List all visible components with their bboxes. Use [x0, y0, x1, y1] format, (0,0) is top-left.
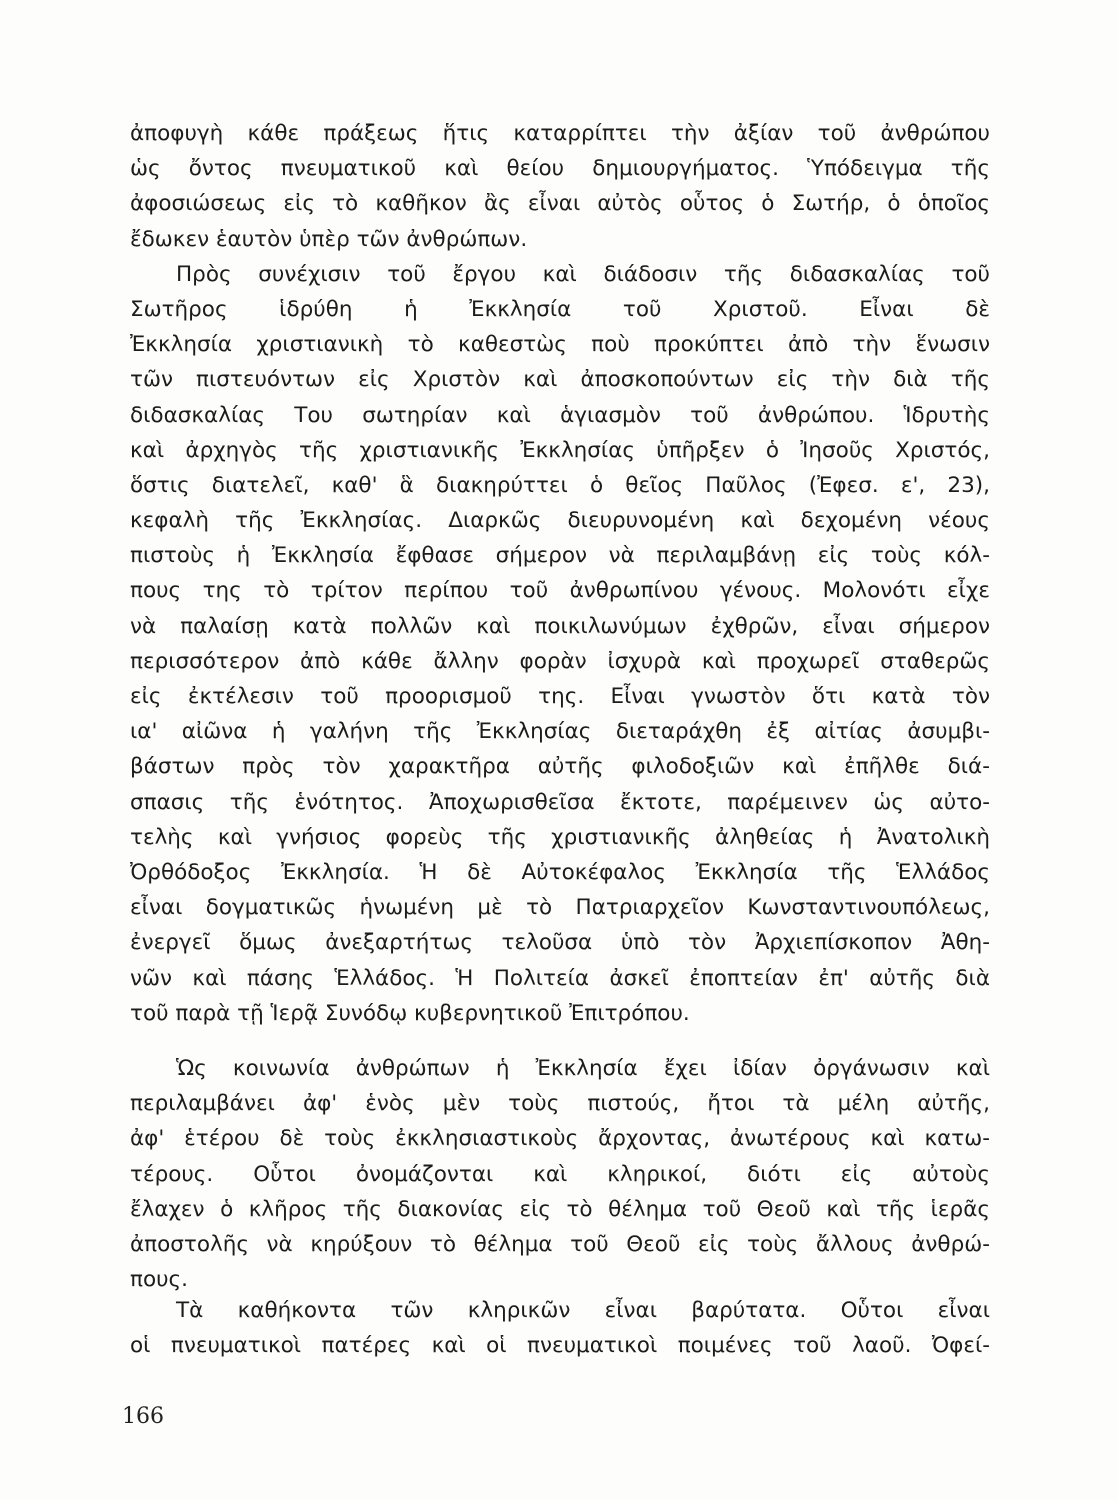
- text-line: Σωτῆρος ἱδρύθη ἡ Ἐκκλησία τοῦ Χριστοῦ. Εἶναι δὲ: [130, 296, 990, 322]
- paragraph-group-2: [130, 1051, 990, 1297]
- text-line: ἔδωκεν ἑαυτὸν ὑπὲρ τῶν ἀνθρώπων.: [130, 226, 528, 252]
- paragraph-group-3: [130, 1293, 990, 1363]
- text-line: τῶν πιστευόντων εἰς Χριστὸν καὶ ἀποσκοπούντων εἰς τὴν διὰ τῆς: [130, 367, 990, 393]
- text-line: ὅστις διατελεῖ, καθ' ἃ διακηρύττει ὁ θεῖος Παῦλος (Ἐφεσ. ε', 23),: [130, 472, 990, 498]
- text-line: πους της τὸ τρίτον περίπου τοῦ ἀνθρωπίνου γένους. Μολονότι εἶχε: [130, 578, 990, 604]
- text-line: ἔλαχεν ὁ κλῆρος τῆς διακονίας εἰς τὸ θέλημα τοῦ Θεοῦ καὶ τῆς ἱερᾶς: [130, 1196, 990, 1222]
- text-line: εἰς ἐκτέλεσιν τοῦ προορισμοῦ της. Εἶναι γνωστὸν ὅτι κατὰ τὸν: [130, 684, 990, 709]
- text-line: τελὴς καὶ γνήσιος φορεὺς τῆς χριστιανικῆς ἀληθείας ἡ Ἀνατολικὴ: [130, 824, 990, 850]
- text-line: διδασκαλίας Του σωτηρίαν καὶ ἁγιασμὸν τοῦ ἀνθρώπου. Ἱδρυτὴς: [130, 402, 990, 428]
- text-line: ἐνεργεῖ ὅμως ἀνεξαρτήτως τελοῦσα ὑπὸ τὸν Ἀρχιεπίσκοπον Ἀθη-: [130, 930, 990, 956]
- text-line: Πρὸς συνέχισιν τοῦ ἔργου καὶ διάδοσιν τῆς διδασκαλίας τοῦ: [176, 261, 990, 287]
- text-line: καὶ ἀρχηγὸς τῆς χριστιανικῆς Ἐκκλησίας ὑπῆρξεν ὁ Ἰησοῦς Χριστός,: [130, 437, 990, 463]
- text-line: περιλαμβάνει ἀφ' ἑνὸς μὲν τοὺς πιστούς, ἤτοι τὰ μέλη αὐτῆς,: [130, 1091, 990, 1117]
- text-line: περισσότερον ἀπὸ κάθε ἄλλην φορὰν ἰσχυρὰ καὶ προχωρεῖ σταθερῶς: [130, 648, 990, 674]
- text-line: τέρους. Οὗτοι ὀνομάζονται καὶ κληρικοί, διότι εἰς αὐτοὺς: [130, 1161, 990, 1187]
- text-line: σπασις τῆς ἑνότητος. Ἀποχωρισθεῖσα ἔκτοτε, παρέμεινεν ὡς αὐτο-: [130, 789, 990, 815]
- text-line: Ὀρθόδοξος Ἐκκλησία. Ἡ δὲ Αὐτοκέφαλος Ἐκκλησία τῆς Ἑλλάδος: [130, 859, 990, 885]
- text-line: νῶν καὶ πάσης Ἑλλάδος. Ἡ Πολιτεία ἀσκεῖ ἐποπτείαν ἐπ' αὐτῆς διὰ: [130, 965, 990, 991]
- text-line: κεφαλὴ τῆς Ἐκκλησίας. Διαρκῶς διευρυνομένη καὶ δεχομένη νέους: [130, 508, 990, 534]
- text-line: πιστοὺς ἡ Ἐκκλησία ἔφθασε σήμερον νὰ περιλαμβάνῃ εἰς τοὺς κόλ-: [130, 543, 990, 569]
- text-line: ὡς ὄντος πνευματικοῦ καὶ θείου δημιουργήματος. Ὑπόδειγμα τῆς: [130, 156, 990, 182]
- page-number: 166: [122, 1404, 164, 1429]
- text-line: Τὰ καθήκοντα τῶν κληρικῶν εἶναι βαρύτατα. Οὗτοι εἶναι: [176, 1298, 990, 1323]
- text-line: ια' αἰῶνα ἡ γαλήνη τῆς Ἐκκλησίας διεταράχθη ἐξ αἰτίας ἀσυμβι-: [130, 719, 990, 745]
- text-line: Ἐκκλησία χριστιανικὴ τὸ καθεστὼς ποὺ προκύπτει ἀπὸ τὴν ἕνωσιν: [130, 332, 990, 358]
- text-line: εἶναι δογματικῶς ἡνωμένη μὲ τὸ Πατριαρχεῖον Κωνσταντινουπόλεως,: [130, 895, 990, 921]
- text-line: βάστων πρὸς τὸν χαρακτῆρα αὐτῆς φιλοδοξιῶν καὶ ἐπῆλθε διά-: [130, 754, 990, 780]
- text-line: τοῦ παρὰ τῇ Ἱερᾷ Συνόδῳ κυβερνητικοῦ Ἐπιτρόπου.: [130, 1000, 690, 1026]
- text-line: ἀφοσιώσεως εἰς τὸ καθῆκον ἂς εἶναι αὐτὸς οὗτος ὁ Σωτήρ, ὁ ὁποῖος: [130, 191, 990, 217]
- text-line: Ὡς κοινωνία ἀνθρώπων ἡ Ἐκκλησία ἔχει ἰδίαν ὀργάνωσιν καὶ: [176, 1056, 990, 1081]
- text-line: ἀποστολῆς νὰ κηρύξουν τὸ θέλημα τοῦ Θεοῦ εἰς τοὺς ἄλλους ἀνθρώ-: [130, 1231, 990, 1257]
- text-line: πους.: [130, 1267, 188, 1293]
- text-line: οἱ πνευματικοὶ πατέρες καὶ οἱ πνευματικοὶ ποιμένες τοῦ λαοῦ. Ὀφεί-: [130, 1333, 990, 1359]
- paragraph-group-1: [130, 116, 990, 1031]
- text-line: ἀποφυγὴ κάθε πράξεως ἥτις καταρρίπτει τὴν ἀξίαν τοῦ ἀνθρώπου: [130, 121, 990, 146]
- text-line: ἀφ' ἑτέρου δὲ τοὺς ἐκκλησιαστικοὺς ἄρχοντας, ἀνωτέρους καὶ κατω-: [130, 1126, 990, 1152]
- text-line: νὰ παλαίσῃ κατὰ πολλῶν καὶ ποικιλωνύμων ἐχθρῶν, εἶναι σήμερον: [130, 613, 990, 639]
